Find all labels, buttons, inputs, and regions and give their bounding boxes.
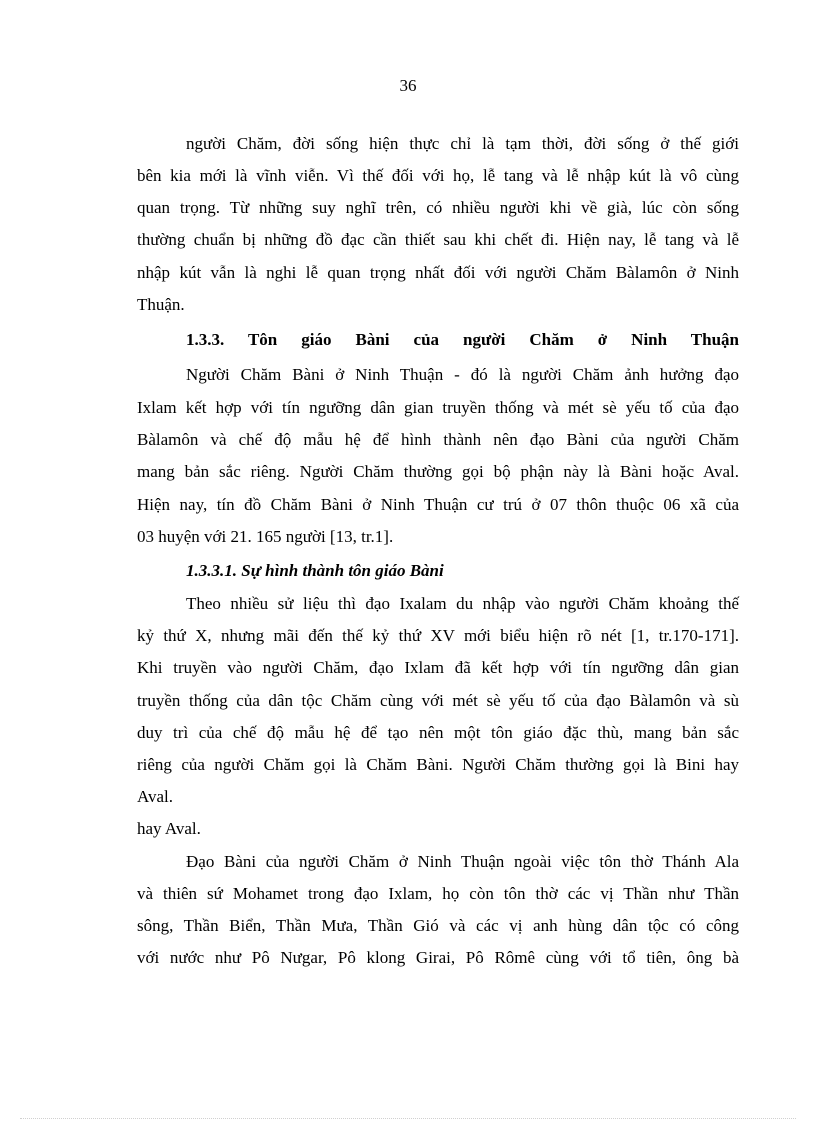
text-line: thường chuẩn bị những đồ đạc cần thiết sau khi chết đi. Hiện nay, lễ tang và lễ [137, 230, 739, 249]
text-line: 03 huyện với 21. 165 người [13, tr.1]. [137, 527, 394, 546]
text-line: truyền thống của dân tộc Chăm cùng với mét sè yếu tố của đạo Bàlamôn và sù [137, 691, 739, 710]
text-line: Khi truyền vào người Chăm, đạo Ixlam đã kết hợp với tín ngưỡng dân gian [137, 658, 739, 677]
text-line: kỷ thứ X, nhưng mãi đến thế kỷ thứ XV mới biểu hiện rõ nét [1, tr.170-171]. [137, 626, 739, 645]
page-bottom-divider [20, 1118, 796, 1119]
text-line: nhập kút vẫn là nghi lễ quan trọng nhất đối với người Chăm Bàlamôn ở Ninh [137, 263, 739, 282]
text-line: mang bản sắc riêng. Người Chăm thường gọi bộ phận này là Bàni hoặc Aval. [137, 462, 739, 481]
text-line: người Chăm, đời sống hiện thực chỉ là tạm thời, đời sống ở thế giới [186, 134, 739, 153]
text-line: Người Chăm Bàni ở Ninh Thuận - đó là người Chăm ảnh hưởng đạo [186, 365, 739, 384]
text-line: và thiên sứ Mohamet trong đạo Ixlam, họ còn tôn thờ các vị Thần như Thần [137, 884, 739, 903]
text-line: Aval. [137, 787, 174, 806]
page-number: 36 [399, 76, 417, 95]
text-line: Theo nhiều sử liệu thì đạo Ixalam du nhập vào người Chăm khoảng thế [186, 594, 739, 613]
text-line: sông, Thần Biển, Thần Mưa, Thần Gió và các vị anh hùng dân tộc có công [137, 916, 739, 935]
text-line: riêng của người Chăm gọi là Chăm Bàni. Người Chăm thường gọi là Bini hay [137, 755, 739, 774]
text-line: duy trì của chế độ mẫu hệ để tạo nên một tôn giáo đặc thù, mang bản sắc [137, 723, 739, 742]
text-line: Bàlamôn và chế độ mẫu hệ để hình thành nên đạo Bàni của người Chăm [137, 430, 739, 449]
text-line: Đạo Bàni của người Chăm ở Ninh Thuận ngoài việc tôn thờ Thánh Ala [186, 852, 739, 871]
text-line: Hiện nay, tín đồ Chăm Bàni ở Ninh Thuận cư trú ở 07 thôn thuộc 06 xã của [137, 495, 739, 514]
text-line: với nước như Pô Nưgar, Pô klong Girai, Pô Rômê cùng với tổ tiên, ông bà [137, 948, 739, 967]
text-line: hay Aval. [137, 819, 201, 838]
subsection-heading: 1.3.3.1. Sự hình thành tôn giáo Bàni [186, 561, 444, 580]
text-line: Thuận. [137, 295, 185, 314]
text-line: quan trọng. Từ những suy nghĩ trên, có nhiều người khi về già, lúc còn sống [137, 198, 739, 217]
text-line: Ixlam kết hợp với tín ngưỡng dân gian truyền thống và mét sè yếu tố của đạo [137, 398, 739, 417]
section-heading: 1.3.3. Tôn giáo Bàni của người Chăm ở Ninh Thuận [186, 330, 739, 349]
text-line: bên kia mới là vĩnh viễn. Vì thế đối với họ, lễ tang và lễ nhập kút là vô cùng [137, 166, 739, 185]
